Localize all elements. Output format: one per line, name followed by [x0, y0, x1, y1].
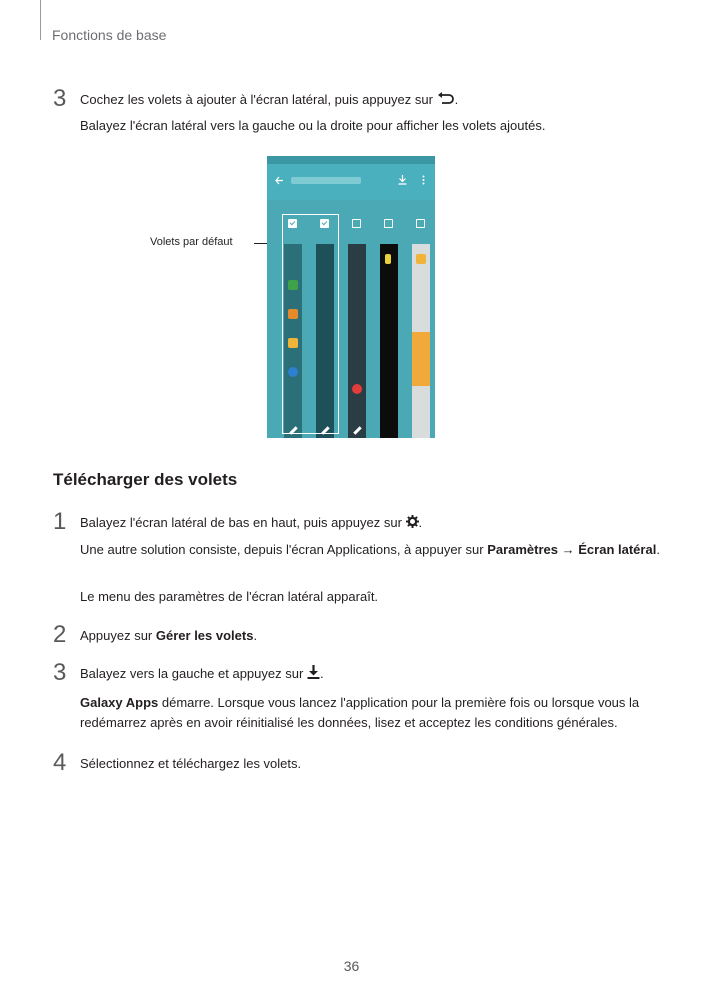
step-text: [80, 90, 660, 111]
panel-checkbox[interactable]: [352, 219, 361, 228]
step-text-end: .: [454, 92, 459, 107]
phone-screenshot: [267, 156, 435, 438]
step-number: 2: [53, 621, 67, 648]
step-alternative: [80, 540, 660, 560]
header-section-title: Fonctions de base: [52, 27, 167, 43]
edge-panel-tools[interactable]: [380, 244, 398, 438]
action-bar: [267, 164, 435, 200]
step-text: [80, 626, 660, 646]
step-text: Sélectionnez et téléchargez les volets.: [80, 756, 302, 771]
step-text-end: .: [253, 628, 258, 643]
step-text: [80, 664, 660, 685]
menu-path-item: Écran latéral: [578, 542, 657, 557]
page-number: 36: [343, 958, 360, 974]
download-icon: [307, 665, 320, 685]
edge-panel-briefing[interactable]: [412, 244, 430, 438]
step-text: [80, 513, 660, 534]
back-icon: [437, 91, 455, 111]
step-text-main: Balayez l'écran latéral de bas en haut, puis appuyez sur: [80, 515, 402, 530]
record-icon: [352, 384, 362, 394]
action-bar-title: [291, 177, 361, 184]
menu-path-item: Paramètres: [487, 542, 559, 557]
edit-icon: [353, 426, 361, 434]
panel-checkbox[interactable]: [384, 219, 393, 228]
menu-path-arrow: →: [561, 542, 575, 557]
download-icon: [398, 175, 407, 185]
status-bar: [267, 156, 435, 164]
step-number: 4: [53, 749, 67, 776]
step-result: Le menu des paramètres de l'écran latéral apparaît.: [80, 589, 379, 604]
more-icon: [422, 175, 425, 185]
alt-text-end: .: [656, 542, 660, 557]
step-text-end: .: [319, 666, 324, 681]
alt-text: Une autre solution consiste, depuis l'écran Applications, à appuyer sur: [80, 542, 484, 557]
step-text-main: Cochez les volets à ajouter à l'écran latéral, puis appuyez sur: [80, 92, 433, 107]
mail-icon: [416, 254, 426, 264]
back-arrow-icon: [275, 176, 284, 185]
default-panels-outline: [282, 214, 339, 434]
app-name: Galaxy Apps: [80, 695, 159, 710]
step-text-end: .: [418, 515, 423, 530]
flashlight-icon: [385, 254, 391, 264]
step-number: 1: [53, 508, 67, 535]
step-detail: Balayez l'écran latéral vers la gauche ou la droite pour afficher les volets ajoutés.: [80, 118, 546, 133]
step-text-main: Balayez vers la gauche et appuyez sur: [80, 666, 304, 681]
step-detail: [80, 693, 660, 733]
edge-panel-tasks[interactable]: [348, 244, 366, 438]
step-number: 3: [53, 659, 67, 686]
header-rule: [40, 0, 41, 40]
settings-gear-icon: [406, 514, 419, 534]
step-number: 3: [53, 85, 67, 112]
section-title: Télécharger des volets: [53, 470, 238, 489]
step-text-main: Appuyez sur: [80, 628, 153, 643]
detail-text: démarre. Lorsque vous lancez l'application pour la première fois ou lorsque vous la redémarrez après en avoir réinitialisé les données, lisez et acceptez les conditions générales.: [80, 695, 640, 730]
briefing-card: [412, 332, 430, 386]
figure-callout: Volets par défaut: [150, 236, 233, 248]
menu-item-name: Gérer les volets: [155, 628, 254, 643]
panel-checkbox[interactable]: [416, 219, 425, 228]
